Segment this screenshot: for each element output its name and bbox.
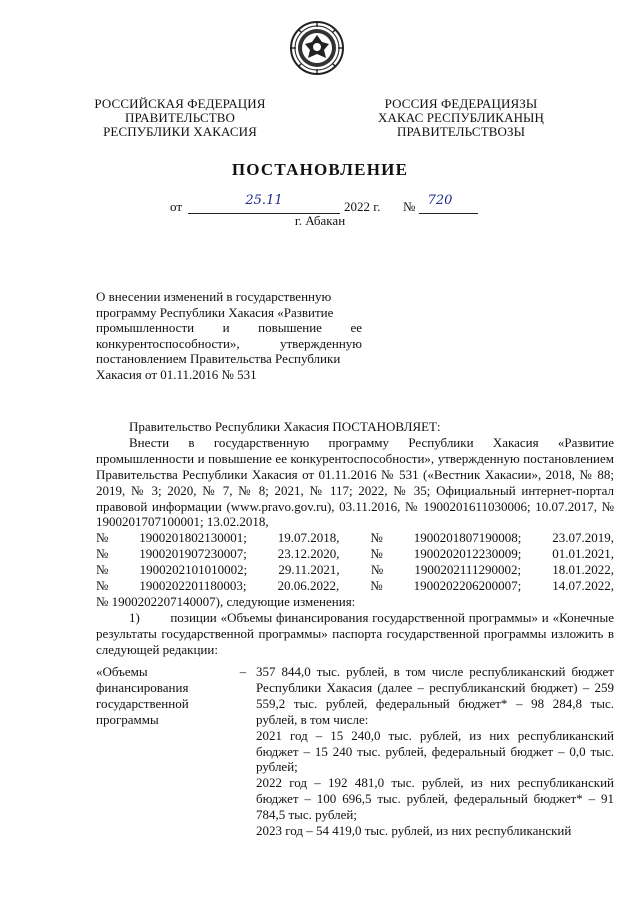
subject-line: Хакасия от 01.11.2016 № 531 xyxy=(96,366,257,382)
reg-cell: 1900201907230007; xyxy=(139,546,247,562)
handwritten-number: 720 xyxy=(427,193,453,208)
header-left-line: ПРАВИТЕЛЬСТВО xyxy=(124,110,236,125)
date-prefix: от xyxy=(170,199,183,214)
year-text: 2022 г. xyxy=(344,199,381,214)
reg-cell: 1900202111290002; xyxy=(414,562,522,578)
reg-cell: 1900202101010002; xyxy=(139,562,248,578)
funding-total: 357 844,0 тыс. рублей, в том числе республиканский бюджет Республики Хакасия (далее – республиканский бюджет) – 259 559,2 тыс. рублей, федеральный бюджет* – 98 284,8 тыс. рублей, в том числе: xyxy=(256,664,614,727)
subject-block xyxy=(96,289,362,383)
subject-line: программу Республики Хакасия «Развитие xyxy=(96,304,334,320)
reg-cell: 1900202201180003; xyxy=(139,578,247,594)
registration-row xyxy=(96,530,614,546)
handwritten-date: 25.11 xyxy=(245,193,283,208)
reg-cell: № xyxy=(96,562,109,578)
passport-label-line: финансирования xyxy=(96,679,189,695)
subject-line: О внесении изменений в государственную xyxy=(96,289,332,304)
passport-dash: – xyxy=(239,664,247,679)
city-line: г. Абакан xyxy=(294,213,346,228)
reg-cell: № xyxy=(370,530,383,546)
reg-cell: 01.01.2021, xyxy=(552,546,614,562)
reg-cell: 20.06.2022, xyxy=(277,578,340,594)
subject-line: постановлением Правительства Республики xyxy=(96,351,341,367)
coat-of-arms-emblem xyxy=(289,20,345,76)
header-left-line: РЕСПУБЛИКИ ХАКАСИЯ xyxy=(103,124,257,139)
reg-cell: 1900202206200007; xyxy=(413,578,522,594)
funding-2023: 2023 год – 54 419,0 тыс. рублей, из них республиканский xyxy=(256,823,572,839)
passport-value xyxy=(256,664,614,839)
header-left-line: РОССИЙСКАЯ ФЕДЕРАЦИЯ xyxy=(94,96,266,111)
decree-body xyxy=(96,419,618,658)
passport-label xyxy=(96,664,232,728)
reg-cell: № xyxy=(96,530,109,546)
funding-2022: 2022 год – 192 481,0 тыс. рублей, из них республиканский бюджет – 100 696,5 тыс. рублей, федеральный бюджет* – 91 784,5 тыс. рублей; xyxy=(256,775,614,823)
reg-cell: 18.01.2022, xyxy=(552,562,614,578)
reg-cell: 23.12.2020, xyxy=(277,546,340,562)
header-right-line: ХАКАС РЕСПУБЛИКАНЫҢ xyxy=(378,110,544,125)
header-right-line: ПРАВИТЕЛЬСТВОЗЫ xyxy=(396,124,526,139)
reg-cell: № xyxy=(370,562,384,578)
passport-label-line: государственной xyxy=(96,695,189,711)
header-right-line: РОССИЯ ФЕДЕРАЦИЯЗЫ xyxy=(384,96,538,111)
reg-cell: 1900202012230009; xyxy=(413,546,522,562)
reg-cell: № xyxy=(370,546,383,562)
intro-end: № 1900202207140007), следующие изменения: xyxy=(96,593,356,609)
reg-cell: 14.07.2022, xyxy=(552,578,614,594)
reg-cell: 23.07.2019, xyxy=(552,530,614,546)
registration-row xyxy=(96,562,614,578)
reg-cell: 1900201802130001; xyxy=(139,530,247,546)
reg-cell: 1900201807190008; xyxy=(413,530,522,546)
subject-line: конкурентоспособности», утвержденную xyxy=(96,335,362,351)
reg-cell: 19.07.2018, xyxy=(277,530,340,546)
reg-cell: № xyxy=(370,578,383,594)
header-right-khakas xyxy=(368,97,554,139)
passport-label-line: программы xyxy=(96,711,159,727)
passport-label-line: «Объемы xyxy=(96,664,148,679)
reg-cell: № xyxy=(96,578,109,594)
registration-row xyxy=(96,546,614,562)
intro-paragraph: Внести в государственную программу Республики Хакасия «Развитие промышленности и повышение ее конкурентоспособности», утвержденную постановлением Правительства Республики Хакасия от 01.11.2016 № 531 («Вестник Хакасии», 2018, № 88; 2019, № 3; 2020, № 7, № 8; 2021, № 117; 2022, № 35; Официальный интернет-портал правовой информации (www.pravo.gov.ru), 03.11.2016, № 1900201611030006; 10.07.2017, № 1900201707100001; 13.02.2018, xyxy=(96,434,614,530)
reg-cell: № xyxy=(96,546,109,562)
number-sign: № xyxy=(403,199,416,214)
item-1: 1) позиции «Объемы финансирования государственной программы» и «Конечные результаты государственной программы» паспорта государственной программы изложить в следующей редакции: xyxy=(96,609,618,657)
decree-opening: Правительство Республики Хакасия ПОСТАНОВЛЯЕТ: xyxy=(129,419,441,434)
subject-line: промышленности и повышение ее xyxy=(96,320,362,336)
registration-row xyxy=(96,578,614,594)
header-left-russian xyxy=(86,97,274,139)
document-title: ПОСТАНОВЛЕНИЕ xyxy=(231,160,409,179)
funding-2021: 2021 год – 15 240,0 тыс. рублей, из них республиканский бюджет – 15 240 тыс. рублей, федеральный бюджет – 0,0 тыс. рублей; xyxy=(256,727,614,775)
reg-cell: 29.11.2021, xyxy=(278,562,340,578)
